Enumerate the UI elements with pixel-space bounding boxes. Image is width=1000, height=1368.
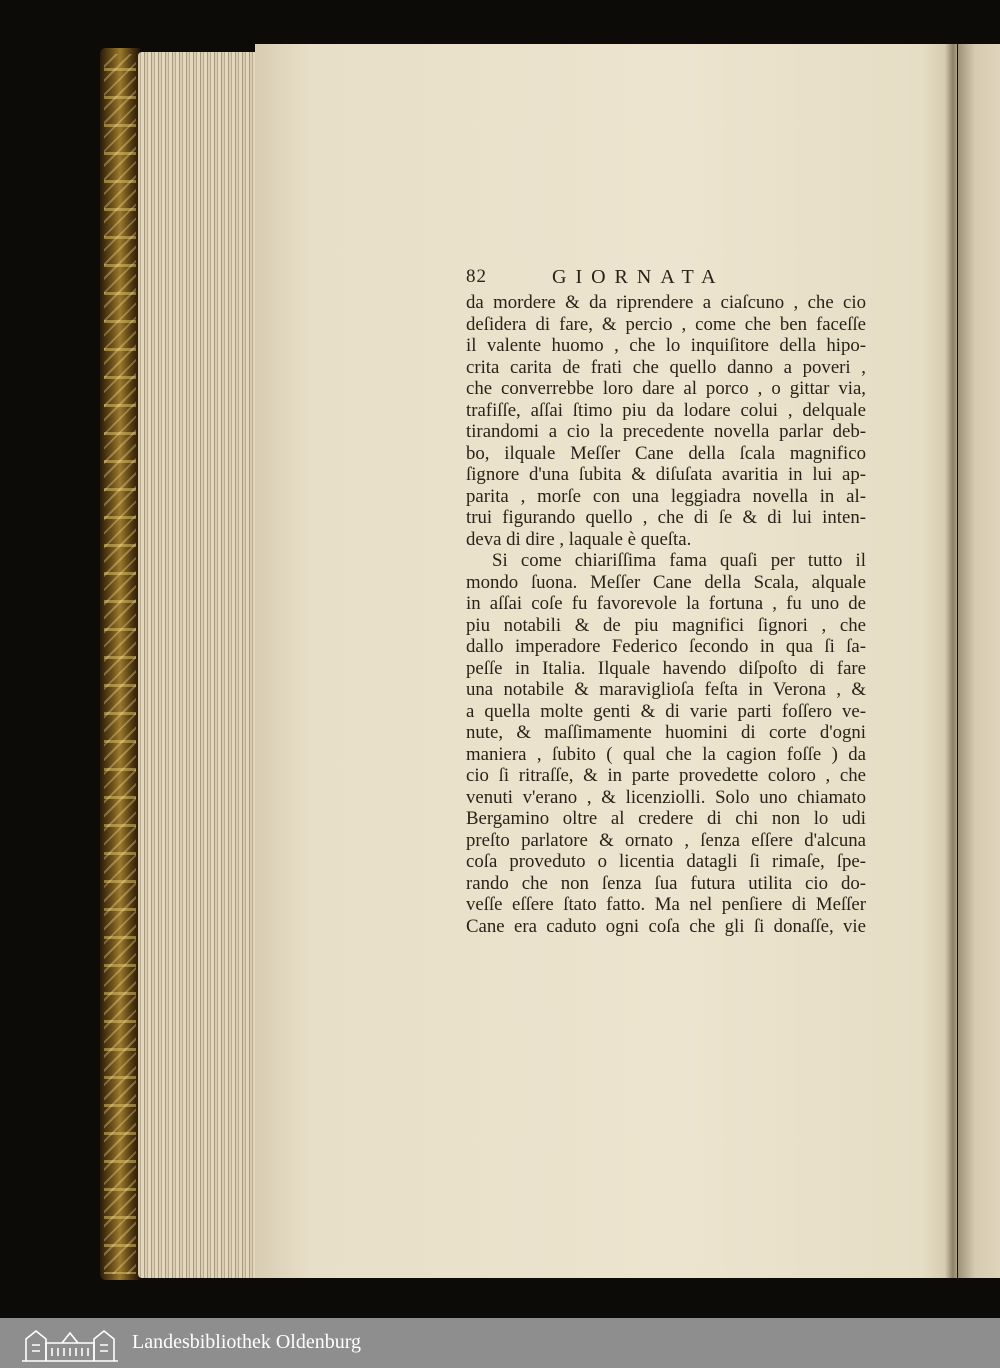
book-spine bbox=[100, 48, 140, 1280]
text-line: preſto parlatore & ornato , ſenza eſſere d'alcuna bbox=[466, 829, 866, 851]
text-line: peſſe in Italia. Ilquale havendo diſpoſto di fare bbox=[466, 657, 866, 679]
text-line: ſignore d'una ſubita & diſuſata avaritia in lui ap- bbox=[466, 464, 866, 485]
library-building-icon bbox=[18, 1323, 122, 1363]
text-line: crita carita de frati che quello danno a poveri , bbox=[466, 356, 866, 378]
body-text bbox=[466, 292, 866, 937]
page-edges bbox=[138, 52, 258, 1278]
page-text-block bbox=[466, 266, 866, 937]
text-line: il valente huomo , che lo inquiſitore della hipo- bbox=[466, 335, 866, 356]
footer-bar bbox=[0, 1318, 1000, 1368]
text-line: venuti v'erano , & licenziolli. Solo uno chiamato bbox=[466, 786, 866, 808]
text-line: veſſe eſſere ſtato fatto. Ma nel penſiere di Meſſer bbox=[466, 894, 866, 915]
text-line: deſidera di fare, & percio , come che ben faceſſe bbox=[466, 313, 866, 335]
page-header bbox=[466, 266, 866, 292]
text-line: in aſſai coſe fu favorevole la fortuna , fu uno de bbox=[466, 593, 866, 614]
running-head: GIORNATA bbox=[552, 266, 725, 288]
text-line: Cane era caduto ogni coſa che gli ſi donaſſe, vie bbox=[466, 915, 866, 937]
text-line: mondo ſuona. Meſſer Cane della Scala, alquale bbox=[466, 571, 866, 593]
right-page-edge bbox=[958, 44, 1000, 1278]
text-line: a quella molte genti & di varie parti foſſero ve- bbox=[466, 700, 866, 722]
text-line: trui figurando quello , che di ſe & di lui inten- bbox=[466, 507, 866, 528]
institution-name: Landesbibliothek Oldenburg bbox=[132, 1331, 362, 1353]
text-line: rando che non ſenza ſua futura utilita cio do- bbox=[466, 872, 866, 894]
text-line: tirandomi a cio la precedente novella parlar deb- bbox=[466, 421, 866, 442]
text-line: una notabile & maraviglioſa feſta in Verona , & bbox=[466, 679, 866, 700]
text-line: trafiſſe, aſſai ſtimo piu da lodare colui , delquale bbox=[466, 399, 866, 421]
text-line: dallo imperadore Federico ſecondo in qua ſi ſa- bbox=[466, 636, 866, 657]
text-line: cio ſi ritraſſe, & in parte provedette coloro , che bbox=[466, 765, 866, 786]
text-line: deva di dire , laquale è queſta. bbox=[466, 528, 692, 550]
spine-ornament-overlay bbox=[104, 54, 136, 1274]
text-line: da mordere & da riprendere a ciaſcuno , che cio bbox=[466, 292, 866, 313]
text-line: maniera , ſubito ( qual che la cagion foſſe ) da bbox=[466, 743, 866, 765]
page-number: 82 bbox=[466, 266, 487, 287]
text-line: bo, ilquale Meſſer Cane della ſcala magnifico bbox=[466, 442, 866, 464]
text-line: Si come chiariſſima fama quaſi per tutto il bbox=[492, 550, 866, 571]
text-line: coſa proveduto o licentia datagli ſi rimaſe, ſpe- bbox=[466, 851, 866, 872]
text-line: parita , morſe con una leggiadra novella in al- bbox=[466, 485, 866, 507]
text-line: Bergamino oltre al credere di chi non lo udi bbox=[466, 808, 866, 829]
text-line: nute, & maſſimamente huomini di corte d'ogni bbox=[466, 722, 866, 743]
text-line: che converrebbe loro dare al porco , o gittar via, bbox=[466, 378, 866, 399]
text-line: piu notabili & de piu magnifici ſignori , che bbox=[466, 614, 866, 636]
